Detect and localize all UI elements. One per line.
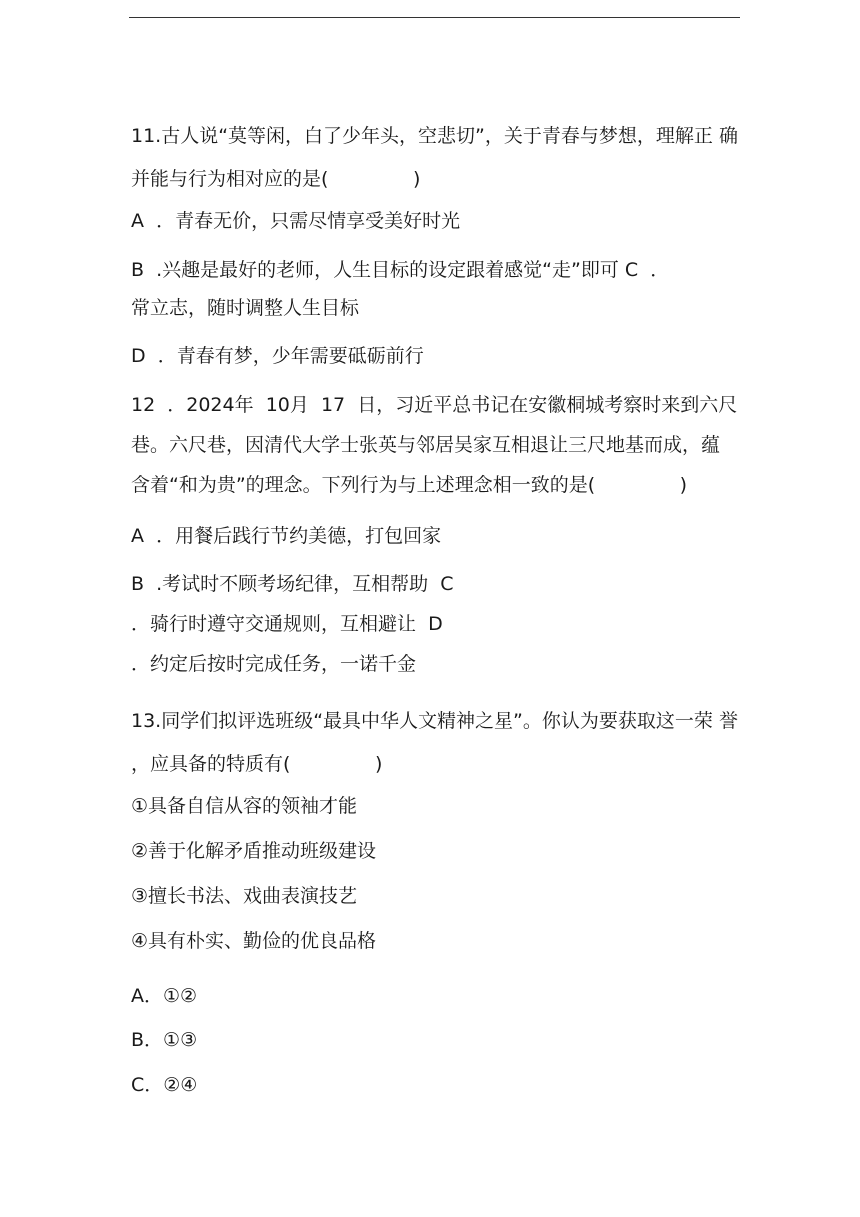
q12-option-b: B .考试时不顾考场纪律，互相帮助 C [131,573,454,595]
q11-option-a: A ．青春无价，只需尽情享受美好时光 [131,210,461,232]
q12-option-c: ．骑行时遵守交通规则，互相避让 D [131,613,443,635]
q12-stem-line-1: 12 ．2024年 10月 17 日，习近平总书记在安徽桐城考察时来到六尺 [131,394,738,416]
q13-statement-2: ②善于化解矛盾推动班级建设 [131,840,377,862]
q13-stem-line-1: 13.同学们拟评选班级“最具中华人文精神之星”。你认为要获取这一荣 誉 [131,710,738,732]
q11-option-b: B .兴趣是最好的老师，人生目标的设定跟着感觉“走”即可 C ． [131,259,670,281]
q12-option-a: A ．用餐后践行节约美德，打包回家 [131,525,442,547]
q13-stem-line-2: ，应具备的特质有( ) [131,753,383,775]
q13-option-b: B．①③ [131,1029,198,1051]
q12-stem-line-2: 巷。六尺巷，因清代大学士张英与邻居吴家互相退让三尺地基而成，蕴 [131,434,721,456]
q13-option-a: A．①② [131,985,198,1007]
q12-option-d: ．约定后按时完成任务，一诺千金 [131,653,417,675]
q11-option-d: D ．青春有梦，少年需要砥砺前行 [131,345,424,367]
header-rule [129,17,740,18]
q13-statement-1: ①具备自信从容的领袖才能 [131,795,358,817]
q11-stem-line-1: 11.古人说“莫等闲，白了少年头，空悲切”，关于青春与梦想，理解正 确 [131,125,738,147]
q13-statement-3: ③擅长书法、戏曲表演技艺 [131,885,358,907]
q13-option-c: C．②④ [131,1074,198,1096]
q11-stem-line-2: 并能与行为相对应的是( ) [131,168,421,190]
q12-stem-line-3: 含着“和为贵”的理念。下列行为与上述理念相一致的是( ) [131,474,688,496]
q13-statement-4: ④具有朴实、勤俭的优良品格 [131,930,377,952]
q11-option-c: 常立志，随时调整人生目标 [131,297,360,319]
